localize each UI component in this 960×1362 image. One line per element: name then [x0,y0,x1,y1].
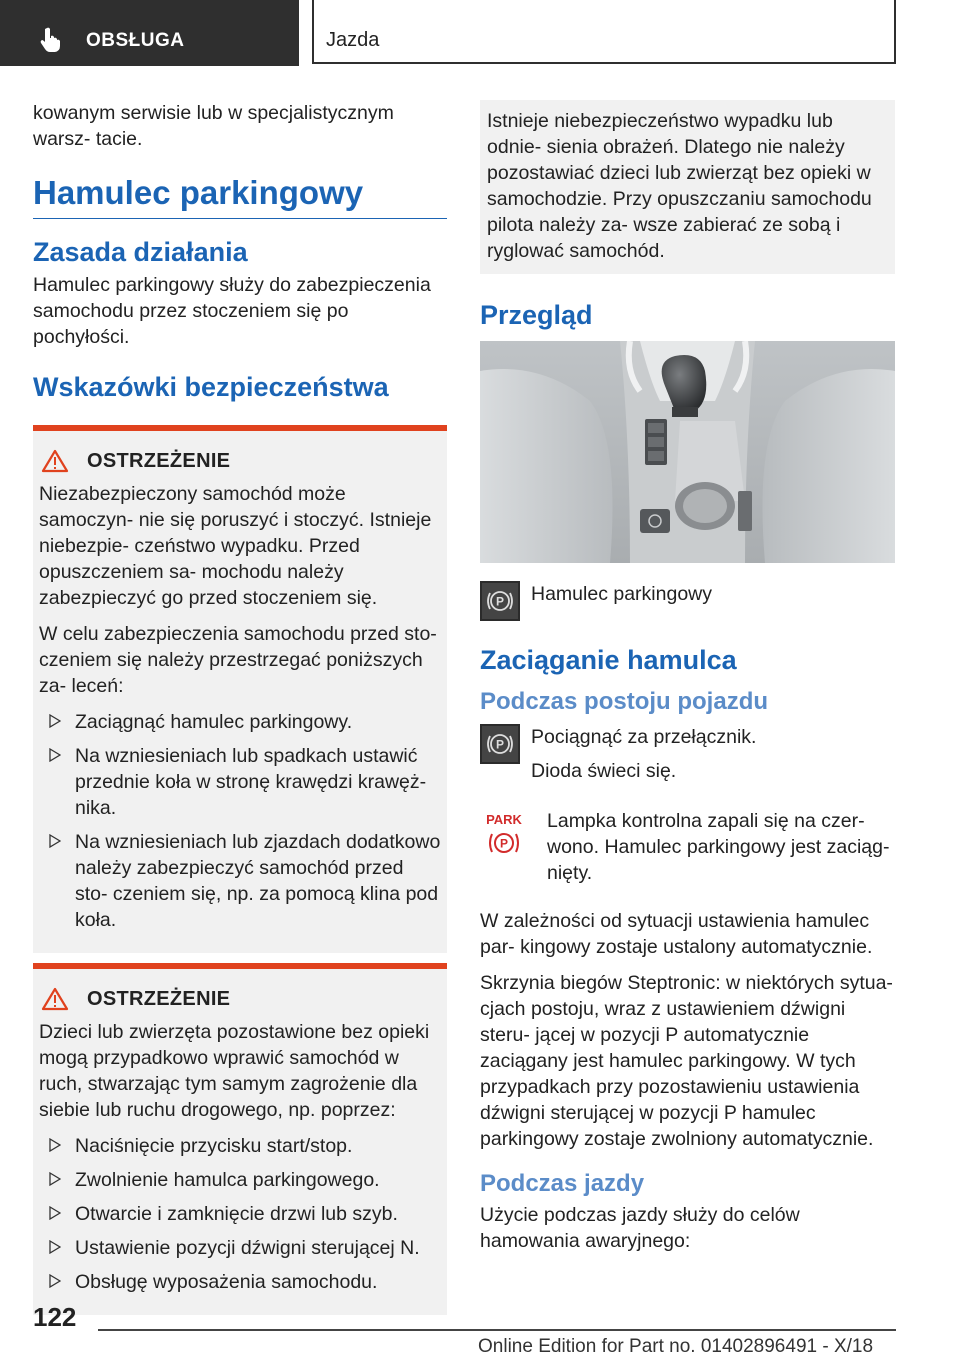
list-item: Na wzniesieniach lub zjazdach dodatkowo należy zabezpieczyć samochód przed sto- czeniem się, np. za pomocą klina pod koła. [39,829,441,933]
section-label: OBSŁUGA [86,30,185,51]
overview-caption: Hamulec parkingowy [531,583,712,605]
heading-apply: Zaciąganie hamulca [480,645,737,675]
warning-text: Dzieci lub zwierzęta pozostawione bez opieki mogą przypadkowo wprawić samochód w ruch, stwarzając tym samym zagrożenie dla siebie lub ruchu drogowego, np. poprzez: [39,1021,430,1121]
chapter-tab [312,0,896,64]
heading-driving: Podczas jazdy [480,1170,645,1197]
heading-overview: Przegląd [480,300,593,330]
parking-brake-button-icon [480,724,520,764]
warning-continuation-text: Istnieje niebezpieczeństwo wypadku lub odnie- sienia obrażeń. Dlatego nie należy pozostawiać dzieci lub zwierząt bez opieki w samochodzie. Przy opuszczaniu samochodu pilota należy za- wsze zabierać ze sobą i ryglować samochód. [487,110,872,262]
list-item: Na wzniesieniach lub spadkach ustawić przednie koła w stronę krawędzi krawęż- nika. [39,743,441,821]
warning-title: OSTRZEŻENIE [87,987,231,1010]
page-number: 122 [33,1302,77,1332]
park-icon-label: PARK [486,812,522,827]
right-column [480,100,895,1264]
list-item: Naciśnięcie przycisku start/stop. [39,1133,441,1159]
page-header [0,0,960,66]
principle-text: Hamulec parkingowy służy do zabezpieczenia samochodu przez stoczeniem się po pochyłości. [33,274,431,348]
triangle-bullet-icon [49,1172,61,1186]
auto-text: W zależności od sytuacji ustawienia hamulec par- kingowy zostaje ustalony automatycznie. [480,910,873,958]
section-tab [0,0,299,66]
triangle-bullet-icon [49,834,61,848]
footer-divider [98,1329,896,1331]
chapter-label: Jazda [326,29,380,51]
bullet-list [39,1133,441,1295]
warning-continuation [480,100,895,274]
park-indicator-row [480,808,895,894]
hand-pointer-icon [38,26,64,52]
warning-triangle-icon [41,449,69,473]
list-item: Obsługę wyposażenia samochodu. [39,1269,441,1295]
triangle-bullet-icon [49,714,61,728]
svg-text:P: P [495,737,505,752]
svg-text:P: P [499,836,509,851]
list-item: Otwarcie i zamknięcie drzwi lub szyb. [39,1201,441,1227]
list-item: Ustawienie pozycji dźwigni sterującej N. [39,1235,441,1261]
steptronic-text: Skrzynia biegów Steptronic: w niektórych sytua- cjach postoju, wraz z ustawieniem dźwigni steru- jącej w pozycji P automatycznie zaciągany jest hamulec parkingowy. W tych przypadkach przy pozostawieniu ustawienia dźwigni sterującej w pozycji P hamulec parkingowy zostaje zwolniony automatycznie. [480,972,893,1150]
heading-safety: Wskazówki bezpieczeństwa [33,372,389,402]
pull-switch-text: Pociągnąć za przełącznik. [531,726,757,748]
edition-text: Online Edition for Part no. 01402896491 - X/18 [478,1336,874,1357]
heading-standing: Podczas postoju pojazdu [480,688,769,715]
warning-box-1 [33,425,447,953]
park-indicator-icon [480,808,528,858]
warning-box-2 [33,963,447,1315]
heading-principle: Zasada działania [33,237,248,267]
warning-text: Niezabezpieczony samochód może samoczyn- nie się poruszyć i stoczyć. Istnieje niebezpie- czeństwo wypadku. Przed opuszczeniem sa- mochodu należy zabezpieczyć go przed stoczeniem się. [39,483,432,609]
svg-text:P: P [495,594,505,609]
driving-text: Użycie podczas jazdy służy do celów hamowania awaryjnego: [480,1204,800,1252]
triangle-bullet-icon [49,1240,61,1254]
triangle-bullet-icon [49,1274,61,1288]
warning-triangle-icon [41,987,69,1011]
list-item: Zwolnienie hamulca parkingowego. [39,1167,441,1193]
intro-text: kowanym serwisie lub w specjalistycznym warsz- tacie. [33,102,394,150]
triangle-bullet-icon [49,1138,61,1152]
led-text: Dioda świeci się. [531,760,677,782]
warning-text: W celu zabezpieczenia samochodu przed sto- czeniem się należy przestrzegać poniższych za- leceń: [39,623,437,697]
triangle-bullet-icon [49,1206,61,1220]
page-title: Hamulec parkingowy [33,174,447,219]
pull-switch-row [480,724,895,792]
center-console-photo [480,341,895,563]
parking-brake-button-icon [480,581,520,621]
left-column [33,100,447,1315]
park-indicator-text: Lampka kontrolna zapali się na czer- wono. Hamulec parkingowy jest zaciąg- nięty. [547,810,890,884]
bullet-list [39,709,441,933]
warning-title: OSTRZEŻENIE [87,449,231,472]
triangle-bullet-icon [49,748,61,762]
overview-legend [480,581,895,621]
list-item: Zaciągnąć hamulec parkingowy. [39,709,441,735]
